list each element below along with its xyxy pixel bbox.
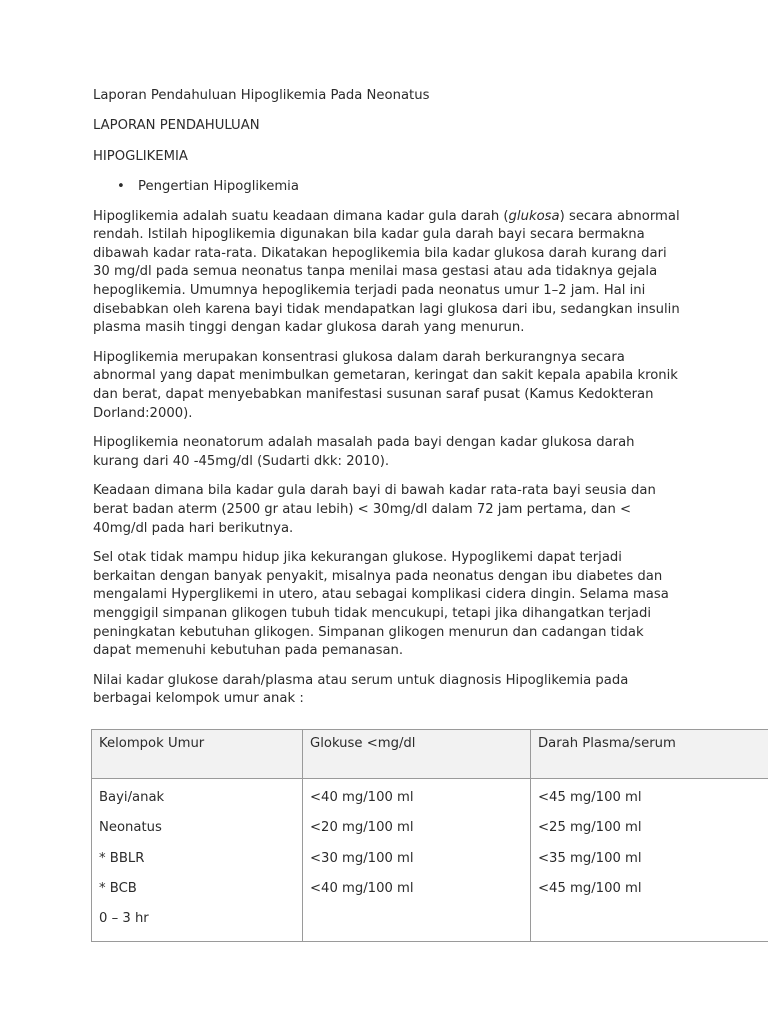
cell-line: <35 mg/100 ml: [538, 850, 642, 866]
bullet-text: Pengertian Hipoglikemia: [138, 179, 299, 195]
paragraph-2: Hipoglikemia merupakan konsentrasi glukosa dalam darah berkurangnya secara abnormal yang dapat menimbulkan gemetaran, keringat dan sakit kepala apabila kronik dan berat, dapat menyebabkan manifestasi susunan saraf pusat (Kamus Kedokteran Dorland:2000).: [93, 349, 678, 421]
paragraph-1-end: ) secara abnormal rendah. Istilah hipoglikemia digunakan bila kadar gula darah bayi secara bermakna dibawah kadar rata-rata. Dikatakan hepoglikemia bila kadar glukosa darah kurang dari 30 mg/dl pada semua neonatus tanpa menilai masa gestasi atau ada tidaknya gejala hepoglikemia. Umumnya hepoglikemia terjadi pada neonatus umur 1–2 jam. Hal ini disebabkan oleh karena bayi tidak mendapatkan lagi glukosa dari ibu, sedangkan insulin plasma masih tinggi dengan kadar glukosa darah yang menurun.: [93, 208, 680, 336]
cell-line: Neonatus: [99, 820, 162, 836]
glucose-table: [91, 729, 768, 942]
paragraph-1-italic: glukosa: [508, 208, 560, 224]
paragraph-6: Nilai kadar glukose darah/plasma atau serum untuk diagnosis Hipoglikemia pada berbagai kelompok umur anak :: [93, 672, 629, 707]
cell-kelompok-umur: [92, 779, 303, 942]
cell-line: <45 mg/100 ml: [538, 880, 642, 896]
cell-line: <45 mg/100 ml: [538, 790, 642, 805]
table-row: [92, 779, 768, 942]
cell-line: <40 mg/100 ml: [310, 880, 414, 896]
cell-line: * BBLR: [99, 850, 145, 866]
paragraph-1: [93, 208, 683, 338]
paragraph-3: Hipoglikemia neonatorum adalah masalah pada bayi dengan kadar glukosa darah kurang dari 40 -45mg/dl (Sudarti dkk: 2010).: [93, 435, 635, 469]
paragraph-5: Sel otak tidak mampu hidup jika kekurangan glukose. Hypoglikemi dapat terjadi berkaitan dengan banyak penyakit, misalnya pada neonatus dengan ibu diabetes dan mengalami Hyperglikemi in utero, atau sebagai komplikasi cidera dingin. Selama masa menggigil simpanan glikogen tubuh tidak mencukupi, tetapi jika dihangatkan terjadi peningkatan kebutuhan glikogen. Simpanan glikogen menurun dan cadangan tidak dapat memenuhi kebutuhan pada pemanasan.: [93, 550, 669, 659]
cell-line: <20 mg/100 ml: [310, 820, 414, 836]
bullet-item: [117, 177, 768, 196]
document-title: Laporan Pendahuluan Hipoglikemia Pada Neonatus: [93, 88, 430, 103]
bullet-marker: •: [117, 179, 125, 195]
paragraph-4: Keadaan dimana bila kadar gula darah bayi di bawah kadar rata-rata bayi seusia dan berat badan aterm (2500 gr atau lebih) < 30mg/dl dalam 72 jam pertama, dan < 40mg/dl pada hari berikutnya.: [93, 483, 656, 536]
header-kelompok-umur: Kelompok Umur: [92, 730, 303, 779]
cell-line: * BCB: [99, 880, 137, 896]
cell-line: <30 mg/100 ml: [310, 850, 414, 866]
document-body: [93, 86, 768, 720]
header-glokuse: Glokuse <mg/dl: [303, 730, 531, 779]
cell-darah-plasma: [531, 779, 768, 942]
heading-hipoglikemia: HIPOGLIKEMIA: [93, 148, 188, 164]
cell-line: <25 mg/100 ml: [538, 820, 642, 836]
table-header-row: [92, 730, 768, 779]
paragraph-1-start: Hipoglikemia adalah suatu keadaan dimana kadar gula darah (: [93, 208, 509, 224]
header-darah-plasma: Darah Plasma/serum: [531, 730, 768, 779]
heading-laporan: LAPORAN PENDAHULUAN: [93, 118, 260, 134]
cell-line: Bayi/anak: [99, 790, 165, 805]
cell-glokuse: [303, 779, 531, 942]
cell-line: <40 mg/100 ml: [310, 790, 414, 805]
cell-line: 0 – 3 hr: [99, 911, 149, 927]
